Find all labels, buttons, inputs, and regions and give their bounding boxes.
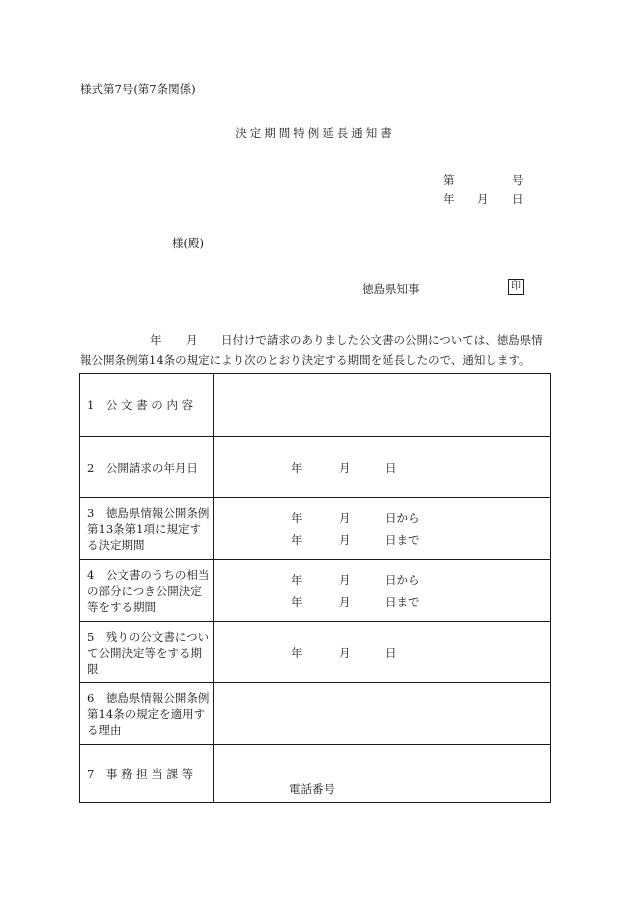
row-label-cell xyxy=(80,683,214,744)
row-label-cell xyxy=(80,745,214,802)
row-label-cell xyxy=(80,560,214,621)
row-label-cell xyxy=(80,437,214,497)
row-label-text: 1 公 文 書 の 内 容 xyxy=(87,398,194,412)
date-year: 年 xyxy=(443,192,455,206)
date-field-day: 日まで xyxy=(385,533,420,547)
row-label-text: 6 徳島県情報公開条例 xyxy=(87,691,210,705)
date-field-day: 日 xyxy=(385,460,397,475)
date-field-day: 日から xyxy=(385,573,420,587)
row-label-text: 等をする期間 xyxy=(87,600,156,614)
row-label-text: て公開決定等をする期 xyxy=(87,645,202,660)
form-number: 様式第7号(第7条関係) xyxy=(80,82,196,96)
row-label-text: 4 公文書のうちの相当 xyxy=(87,568,210,582)
recipient-line: 様(殿) xyxy=(172,236,204,250)
row-label-text: る理由 xyxy=(87,723,122,737)
table-row xyxy=(80,497,550,559)
date-field-month: 月 xyxy=(339,573,351,587)
date-field-year: 年 xyxy=(291,511,303,525)
row-label-text: の部分につき公開決定 xyxy=(87,584,202,598)
date-field-month: 月 xyxy=(339,533,351,547)
body-year: 年 xyxy=(150,333,162,347)
date-field-year: 年 xyxy=(291,460,303,475)
row-label-text: 限 xyxy=(87,661,99,676)
row-label-text: 第13条第1項に規定す xyxy=(87,522,201,536)
number-suffix: 号 xyxy=(512,173,524,187)
table-row xyxy=(80,621,550,682)
seal-mark: 印 xyxy=(508,279,524,295)
body-text-rest: 日付けで請求のありました公文書の公開については、徳島県情 xyxy=(221,333,543,347)
row-label-text: 第14条の規定を適用す xyxy=(87,707,206,721)
date-field-day: 日から xyxy=(385,511,420,525)
date-field-year: 年 xyxy=(291,595,303,609)
document-title: 決定期間特例延長通知書 xyxy=(235,126,395,140)
row-label-text: 3 徳島県情報公開条例 xyxy=(87,506,210,520)
date-field-month: 月 xyxy=(339,595,351,609)
date-month: 月 xyxy=(477,192,489,206)
form-table xyxy=(79,373,551,803)
row-label-text: る決定期間 xyxy=(87,538,145,552)
table-row xyxy=(80,744,550,802)
date-field-day: 日まで xyxy=(385,595,420,609)
sender-name: 徳島県知事 xyxy=(362,282,420,296)
table-row xyxy=(80,682,550,744)
row-label-cell xyxy=(80,374,214,436)
date-field-year: 年 xyxy=(291,573,303,587)
table-row xyxy=(80,436,550,497)
table-row xyxy=(80,559,550,621)
date-field-month: 月 xyxy=(339,460,351,475)
row-label-cell xyxy=(80,498,214,559)
row-label-text: 5 残りの公文書につい xyxy=(87,629,210,644)
body-text-line-2: 報公開条例第14条の規定により次のとおり決定する期間を延長したので、通知します。 xyxy=(80,353,531,367)
row-label-cell xyxy=(80,622,214,682)
date-field-day: 日 xyxy=(385,645,397,660)
date-field-month: 月 xyxy=(339,645,351,660)
phone-number-label: 電話番号 xyxy=(289,782,335,796)
date-day: 日 xyxy=(512,192,524,206)
number-prefix: 第 xyxy=(443,173,455,187)
row-label-text: 2 公開請求の年月日 xyxy=(87,460,198,475)
date-field-year: 年 xyxy=(291,533,303,547)
date-field-month: 月 xyxy=(339,511,351,525)
table-row xyxy=(80,374,550,436)
date-field-year: 年 xyxy=(291,645,303,660)
body-month: 月 xyxy=(186,333,198,347)
row-label-text: 7 事 務 担 当 課 等 xyxy=(87,767,194,781)
